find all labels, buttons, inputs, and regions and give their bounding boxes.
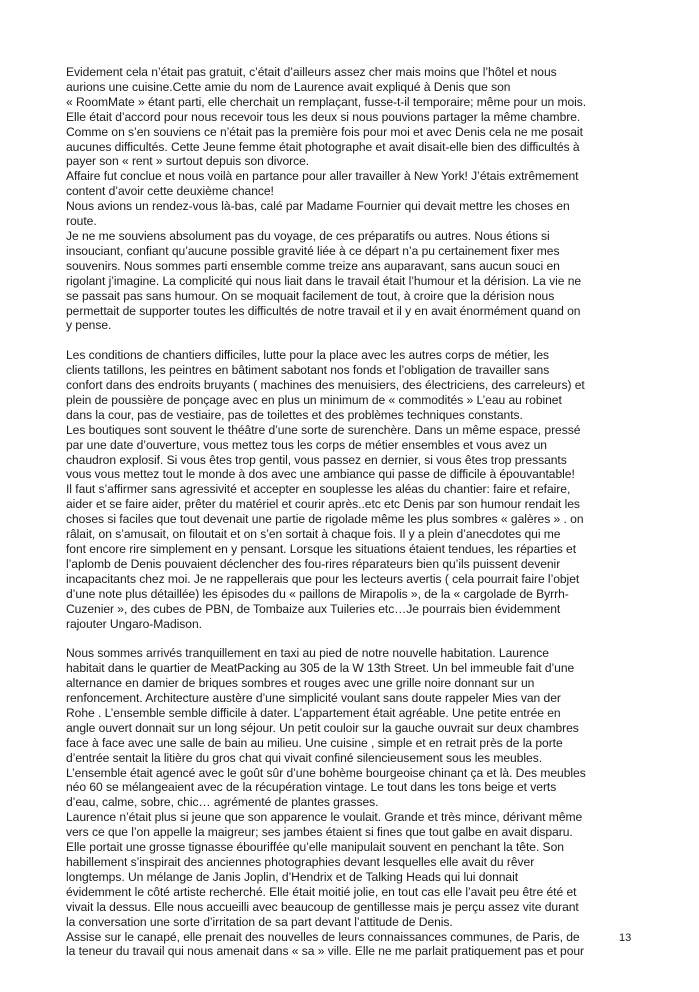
text-line: Je ne me souviens absolument pas du voyage, de ces préparatifs ou autres. Nous étions si	[66, 228, 550, 243]
page-number: 13	[619, 932, 632, 944]
text-line: payer son « rent » surtout depuis son divorce.	[66, 154, 310, 169]
text-line: Cuzenier », des cubes de PBN, de Tombaize aux Tuileries etc…Je pourrais bien évidemment	[66, 601, 561, 616]
text-line: Elle était d’accord pour nous recevoir tous les deux si nous pouvions partager la même chambre.	[66, 109, 581, 124]
text-line: d’entrée sentait la litière du gros chat qui vivait confiné silencieusement sous les meubles.	[66, 750, 543, 765]
text-line: Elle portait une grosse tignasse ébouriffée qu’elle manipulait souvent en penchant la tête. Son	[66, 840, 564, 855]
paragraph-break	[66, 631, 641, 646]
text-line: Assise sur le canapé, elle prenait des nouvelles de leurs connaissances communes, de Paris, de	[66, 929, 580, 944]
text-line: route.	[66, 214, 97, 229]
text-line: habitait dans le quartier de MeatPacking au 305 de la W 13th Street. Un bel immeuble fait d’une	[66, 661, 575, 676]
text-line: aider et se faire aider, prêter du matériel et courir après..etc etc Denis par son humour rendait les	[66, 497, 580, 512]
text-line: alternance en damier de briques sombres et rouges avec une grille noire donnant sur un	[66, 676, 535, 691]
text-line: se passait pas sans humour. On se moquait facilement de tout, à croire que la dérision nous	[66, 288, 555, 303]
text-line: Nous avions un rendez-vous là-bas, calé par Madame Fournier qui devait mettre les choses en	[66, 199, 570, 214]
text-line: l’aplomb de Denis pouvaient déclencher des fou-rires réparateurs bien qu’ils puissent devenir	[66, 556, 561, 571]
text-line: longtemps. Un mélange de Janis Joplin, d’Hendrix et de Talking Heads qui lui donnait	[66, 869, 519, 884]
text-line: chaudron explosif. Si vous êtes trop gentil, vous passez en dernier, si vous êtes trop pressants	[66, 452, 567, 467]
text-line: d’une note plus détaillée) les épisodes du « paillons de Mirapolis », de la « cargolade de Byrrh-	[66, 586, 569, 601]
text-line: choses si faciles que tout devenait une partie de rigolade même les plus sombres « galères » . on	[66, 512, 584, 527]
text-line: vers ce que l’on appelle la maigreur; ses jambes étaient si fines que tout galbe en avait disparu.	[66, 825, 573, 840]
text-line: aurions une cuisine.Cette amie du nom de Laurence avait expliqué à Denis que son	[66, 79, 511, 94]
text-line: Evidement cela n’était pas gratuit, c’était d’ailleurs assez cher mais moins que l’hôtel et nous	[66, 65, 557, 79]
text-line: face à face avec une salle de bain au milieu. Une cuisine , simple et en retrait près de la porte	[66, 735, 563, 750]
text-line: aucunes difficultés. Cette Jeune femme était photographe et avait disait-elle bien des difficultés à	[66, 139, 580, 154]
text-line: clients tatillons, les peintres en bâtiment sabotant nos fonds et l’obligation de travailler sans	[66, 363, 550, 378]
text-line: souvenirs. Nous sommes parti ensemble comme treize ans auparavant, sans aucun souci en	[66, 258, 560, 273]
text-line: par une date d’ouverture, vous mettez tous les corps de métier ensembles et vous avez un	[66, 437, 547, 452]
body-text	[66, 65, 641, 959]
text-line: râlait, on s’amusait, on filoutait et on s’en sortait à chaque fois. Il y a plein d’anecdotes qui me	[66, 527, 561, 542]
text-line: L’ensemble était agencé avec le goût sûr d’une bohème bourgeoise chinant ça et là. Des meubles	[66, 765, 586, 780]
text-line: angle ouvert donnait sur un long séjour. Un petit couloir sur la gauche ouvrait sur deux chambres	[66, 720, 579, 735]
text-line: incapacitants chez moi. Je ne rappellerais que pour les lecteurs avertis ( cela pourrait faire l’objet	[66, 571, 580, 586]
text-line: dans la cour, pas de vestiaire, pas de toilettes et des problèmes techniques constants.	[66, 407, 523, 422]
text-line: d’eau, calme, sobre, chic… agrémenté de plantes grasses.	[66, 795, 379, 810]
text-line: renfoncement. Architecture austère d’une simplicité voulant sans doute rappeler Mies van der	[66, 691, 561, 706]
text-line: Affaire fut conclue et nous voilà en partance pour aller travailler à New York! J’étais extrêmement	[66, 169, 579, 184]
text-line: « RoomMate » étant parti, elle cherchait un remplaçant, fusse-t-il temporaire; même pour un mois.	[66, 94, 587, 109]
text-line: vous vous mettez tout le monde à dos avec une ambiance qui passe de difficile à épouvantable!	[66, 467, 575, 482]
text-line: y pense.	[66, 318, 112, 333]
text-line: font encore rire simplement en y pensant. Lorsque les situations étaient tendues, les réparties et	[66, 541, 577, 556]
text-line: Laurence n’était plus si jeune que son apparence le voulait. Grande et très mince, dérivant même	[66, 810, 583, 825]
text-line: plein de poussière de ponçage avec en plus un minimum de « commodités » L’eau au robinet	[66, 392, 562, 407]
text-line: Comme on s’en souviens ce n’était pas la première fois pour moi et avec Denis cela ne me posait	[66, 124, 583, 139]
text-line: insouciant, confiant qu’aucune possible gravité liée à ce départ n’a pu certainement fixer mes	[66, 243, 560, 258]
text-line: la conversation une sorte d’irritation de sa part devant l’attitude de Denis.	[66, 914, 453, 929]
text-line: permettait de supporter toutes les difficultés de notre travail et il y en avait énormément quand on	[66, 303, 581, 318]
text-line: néo 60 se mélangeaient avec de la récupération vintage. Le tout dans les tons beige et verts	[66, 780, 557, 795]
paragraph-break	[66, 333, 641, 348]
text-line: Nous sommes arrivés tranquillement en taxi au pied de notre nouvelle habitation. Laurence	[66, 646, 549, 661]
text-line: rajouter Ungaro-Madison.	[66, 616, 202, 631]
text-line: Il faut s’affirmer sans agressivité et accepter en souplesse les aléas du chantier: faire et refaire,	[66, 482, 571, 497]
text-line: vivait la dessus. Elle nous accueilli avec beaucoup de gentillesse mais je perçu assez vite durant	[66, 899, 579, 914]
text-line: Rohe . L’ensemble semble difficile à dater. L’appartement était agréable. Une petite entrée en	[66, 705, 561, 720]
text-line: Les boutiques sont souvent le théâtre d’une sorte de surenchère. Dans un même espace, pressé	[66, 422, 581, 437]
text-line: Les conditions de chantiers difficiles, lutte pour la place avec les autres corps de métier, les	[66, 348, 550, 363]
text-line: confort dans des endroits bruyants ( machines des menuisiers, des électriciens, des carreleurs) et	[66, 378, 585, 393]
text-line: habillement s’inspirait des anciennes photographies devant lesquelles elle avait du rêver	[66, 855, 535, 869]
text-line: évidemment le côté artiste recherché. Elle était moitié jolie, en tout cas elle l’avait peu être été et	[66, 884, 577, 899]
text-line: la teneur du travail qui nous amenait dans « sa » ville. Elle ne me parlait pratiquement pas et pour	[66, 944, 585, 959]
text-line: content d’avoir cette deuxième chance!	[66, 184, 274, 199]
text-line: rigolant j’imagine. La complicité qui nous liait dans le travail était l’humour et la dérision. La vie ne	[66, 273, 582, 288]
